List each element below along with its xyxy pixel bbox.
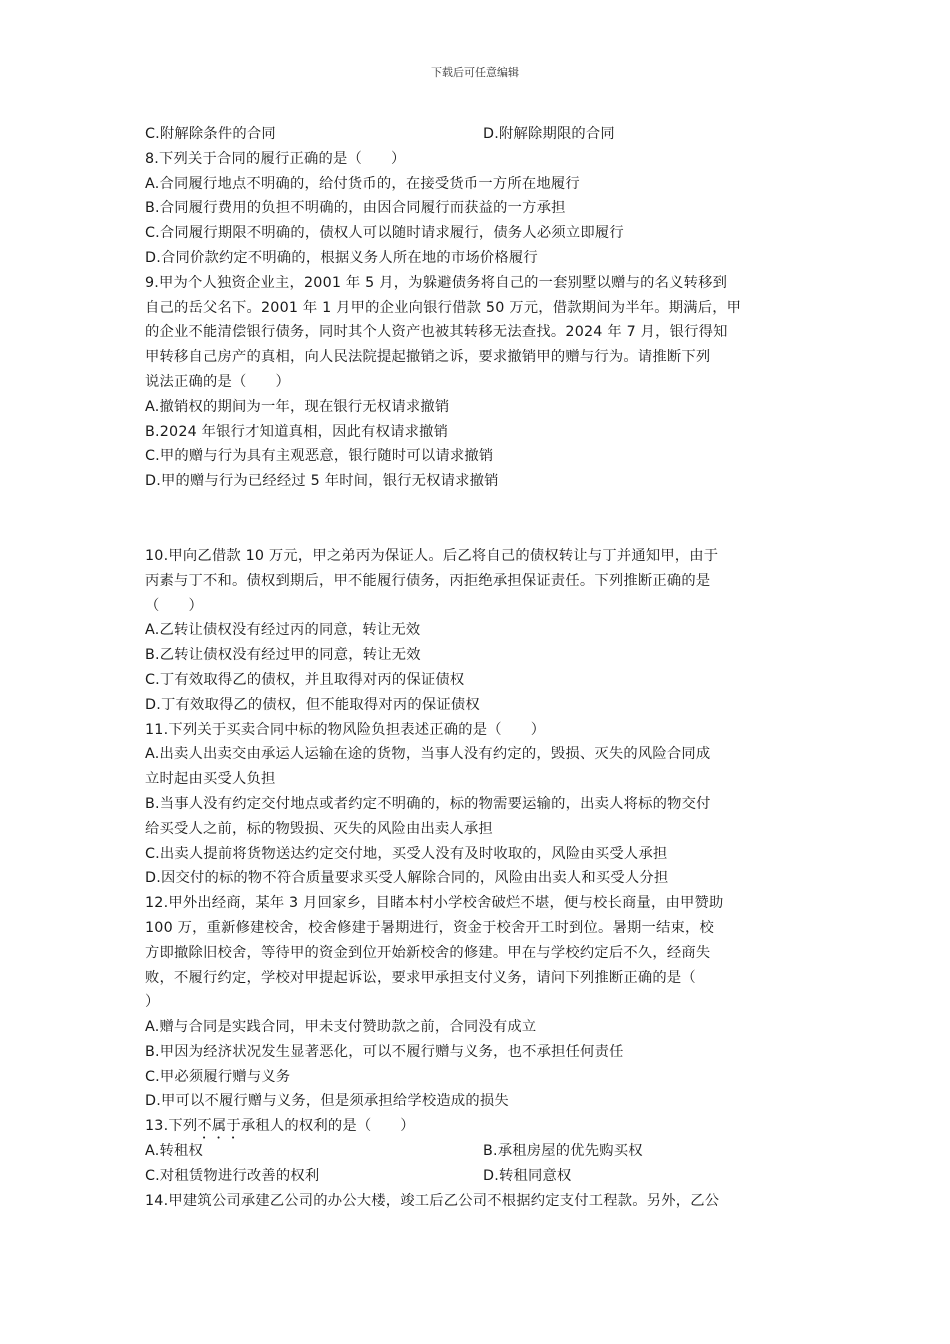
q12-stem-line-5: ） — [145, 994, 160, 1011]
q10-stem-line-1: 10.甲向乙借款 10 万元，甲之弟丙为保证人。后乙将自己的债权转让与丁并通知甲，由于 — [145, 547, 719, 564]
q12-stem-line-3: 方即撤除旧校舍，等待甲的资金到位开始新校舍的修建。甲在与学校约定后不久，经商失 — [145, 944, 711, 961]
q11-stem: 11.下列关于买卖合同中标的物风险负担表述正确的是（ ） — [145, 721, 546, 738]
q11-option-b-line-2[interactable]: 给买受人之前，标的物毁损、灭失的风险由出卖人承担 — [145, 820, 493, 837]
q9-option-d[interactable]: D.甲的赠与行为已经经过 5 年时间，银行无权请求撤销 — [145, 473, 499, 490]
q9-option-b[interactable]: B.2024 年银行才知道真相，因此有权请求撤销 — [145, 423, 449, 440]
q12-option-c[interactable]: C.甲必须履行赠与义务 — [145, 1068, 291, 1085]
q11-option-a-line-2[interactable]: 立时起由买受人负担 — [145, 771, 276, 788]
q9-stem-line-4: 甲转移自己房产的真相，向人民法院提起撤销之诉，要求撤销甲的赠与行为。请推断下列 — [145, 349, 711, 366]
page-header: 下载后可任意编辑 — [431, 66, 519, 79]
q10-option-a[interactable]: A.乙转让债权没有经过丙的同意，转让无效 — [145, 622, 421, 639]
q11-option-c[interactable]: C.出卖人提前将货物送达约定交付地，买受人没有及时收取的，风险由买受人承担 — [145, 845, 668, 862]
q12-option-a[interactable]: A.赠与合同是实践合同，甲未支付赞助款之前，合同没有成立 — [145, 1019, 537, 1036]
q13-option-d[interactable]: D.转租同意权 — [483, 1167, 572, 1184]
q8-option-a[interactable]: A.合同履行地点不明确的，给付货币的，在接受货币一方所在地履行 — [145, 175, 580, 192]
section-spacer — [145, 494, 809, 544]
q10-option-d[interactable]: D.丁有效取得乙的债权，但不能取得对丙的保证债权 — [145, 696, 480, 713]
q10-option-b[interactable]: B.乙转让债权没有经过甲的同意，转让无效 — [145, 647, 421, 664]
q13-option-a[interactable]: A.转租权 — [145, 1143, 203, 1160]
q10-option-c[interactable]: C.丁有效取得乙的债权，并且取得对丙的保证债权 — [145, 671, 465, 688]
q13-option-b[interactable]: B.承租房屋的优先购买权 — [483, 1143, 643, 1160]
q8-option-d[interactable]: D.合同价款约定不明确的，根据义务人所在地的市场价格履行 — [145, 249, 538, 266]
q13-option-c[interactable]: C.对租赁物进行改善的权利 — [145, 1167, 320, 1184]
q10-stem-line-3: （ ） — [145, 597, 203, 614]
q7-option-d[interactable]: D.附解除期限的合同 — [483, 126, 615, 142]
q13-stem-suffix: 承租人的权利的是（ ） — [240, 1118, 415, 1135]
q11-option-d[interactable]: D.因交付的标的物不符合质量要求买受人解除合同的，风险由出卖人和买受人分担 — [145, 870, 669, 887]
q9-stem-line-3: 的企业不能清偿银行债务，同时其个人资产也被其转移无法查找。2024 年 7 月，银行得知 — [145, 324, 728, 341]
q13-stem-prefix: 13.下列 — [145, 1118, 198, 1135]
q13-options-row-2 — [145, 1164, 809, 1189]
q8-stem: 8.下列关于合同的履行正确的是（ ） — [145, 150, 406, 167]
q9-stem-line-5: 说法正确的是（ ） — [145, 373, 290, 390]
q12-option-d[interactable]: D.甲可以不履行赠与义务，但是须承担给学校造成的损失 — [145, 1093, 509, 1110]
q13-stem — [145, 1114, 809, 1139]
q9-option-a[interactable]: A.撤销权的期间为一年，现在银行无权请求撤销 — [145, 398, 450, 415]
q11-option-b-line-1[interactable]: B.当事人没有约定交付地点或者约定不明确的，标的物需要运输的，出卖人将标的物交付 — [145, 795, 711, 812]
q9-stem-line-1: 9.甲为个人独资企业主，2001 年 5 月，为躲避债务将自己的一套别墅以赠与的名义转移到 — [145, 274, 728, 291]
q8-option-c[interactable]: C.合同履行期限不明确的，债权人可以随时请求履行，债务人必须立即履行 — [145, 225, 624, 242]
q12-stem-line-4: 败，不履行约定，学校对甲提起诉讼，要求甲承担支付义务，请问下列推断正确的是（ — [145, 969, 696, 986]
q12-option-b[interactable]: B.甲因为经济状况发生显著恶化，可以不履行赠与义务，也不承担任何责任 — [145, 1043, 624, 1060]
document-body — [145, 122, 809, 1213]
q12-stem-line-1: 12.甲外出经商，某年 3 月回家乡，目睹本村小学校舍破烂不堪，便与校长商量，由甲赞助 — [145, 895, 724, 912]
q13-stem-emphasis: 不属于 — [197, 1118, 241, 1135]
q7-options-row — [145, 122, 809, 147]
q9-option-c[interactable]: C.甲的赠与行为具有主观恶意，银行随时可以请求撤销 — [145, 448, 494, 465]
q9-stem-line-2: 自己的岳父名下。2001 年 1 月甲的企业向银行借款 50 万元，借款期间为半年。期满后，甲 — [145, 299, 742, 316]
q14-stem-line-1: 14.甲建筑公司承建乙公司的办公大楼，竣工后乙公司不根据约定支付工程款。另外，乙公 — [145, 1192, 720, 1209]
q8-option-b[interactable]: B.合同履行费用的负担不明确的，由因合同履行而获益的一方承担 — [145, 200, 566, 217]
q11-option-a-line-1[interactable]: A.出卖人出卖交由承运人运输在途的货物，当事人没有约定的，毁损、灭失的风险合同成 — [145, 746, 711, 763]
q13-options-row-1 — [145, 1139, 809, 1164]
q12-stem-line-2: 100 万，重新修建校舍，校舍修建于暑期进行，资金于校舍开工时到位。暑期一结束，校 — [145, 919, 715, 936]
q10-stem-line-2: 丙素与丁不和。债权到期后，甲不能履行债务，丙拒绝承担保证责任。下列推断正确的是 — [145, 572, 711, 589]
q7-option-c[interactable]: C.附解除条件的合同 — [145, 126, 276, 142]
